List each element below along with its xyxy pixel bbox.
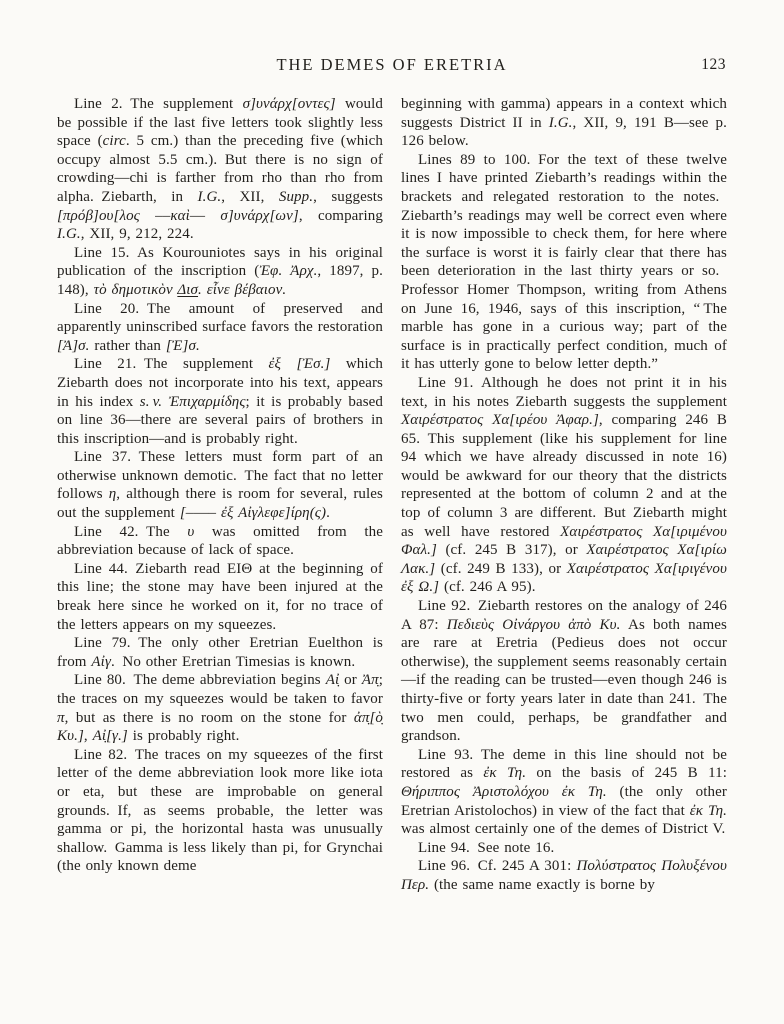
paragraph: Line 2. The supplement σ]υνάρχ[οντες] would be possible if the last five letters took slightly less space (circ. 5 cm.) than the preceding five (which occupy almost 5.5 cm.). But there is no sign of crowding—chi is farther from rho than rho from alpha. Ziebarth, in I.G., XII, Supp., suggests [πρόβ]ου[λος ––καὶ–– σ]υνάρχ[ων], comparing I.G., XII, 9, 212, 224. [57, 96, 383, 243]
paragraph: Lines 89 to 100. For the text of these twelve lines I have printed Ziebarth’s readings within the brackets and relegated restoration to the notes. Ziebarth’s readings may well be correct even where it is now impossible to check them, for here where the surface is worst it is fairly clear that there has been deterioration in the last thirty years or so. Professor Homer Thompson, writing from Athens on June 16, 1946, says of this inscription, “ The marble has gone in a curious way; part of the surface is in practically perfect condition, much of it has utterly gone to below letter depth.” [401, 151, 727, 373]
paragraph: Line 96. Cf. 245 A 301: Πολύστρατος Πολυξένου Περ. (the same name exactly is borne by [401, 858, 727, 893]
paragraph: Line 44. Ziebarth read ΕΙΘ at the beginning of this line; the stone may have been injured at the break here since he worked on it, for no trace of the letters appears on my squeezes. [57, 560, 383, 633]
paragraph: Line 93. The deme in this line should not be restored as ἐκ Τη. on the basis of 245 B 11: Θήριππος Ἀριστολόχου ἐκ Τη. (the only other Eretrian Aristolochos) in view of the fact that ἐκ Τη. was almost certainly one of the demes of District V. [401, 746, 727, 838]
paragraph: Line 20. The amount of preserved and apparently uninscribed surface favors the restoration [Ἀ]σ. rather than [Ἐ]σ. [57, 300, 383, 354]
text-columns [57, 95, 727, 895]
paragraph: Line 37. These letters must form part of an otherwise unknown demotic. The fact that no letter follows η, although there is room for several, rules out the supplement [–––– ἐξ Αἰγλεφε]ίρη(ς). [57, 449, 383, 522]
paragraph: beginning with gamma) appears in a context which suggests District II in I.G., XII, 9, 191 B—see p. 126 below. [401, 96, 727, 150]
running-head [57, 55, 727, 75]
paragraph: Line 80. The deme abbreviation begins Αἰ̣ or Ἀπ̣; the traces on my squeezes would be taken to favor π, but as there is no room on the stone for ἀπ̣[ὸ̣ Κυ.], Αἰ̣[γ.] is probably right. [57, 672, 383, 745]
paragraph: Line 91. Although he does not print it in his text, in his notes Ziebarth suggests the supplement Χαιρέστρατος Χα[ιρέου Ἀφαρ.], comparing 246 B 65. This supplement (like his supplement for line 94 which we have already discussed in note 16) would be awkward for our theory that the districts represented at the bottom of column 2 and at the top of column 3 are different. But Ziebarth might as well have restored Χαιρέστρατος Χα[ιριμένου Φαλ.] (cf. 245 B 317), or Χαιρέστρατος Χα[ιρίω Λακ.] (cf. 249 B 133), or Χαιρέστρατος Χα[ιριγένου ἐξ Ω.] (cf. 246 A 95). [401, 374, 727, 596]
paragraph: Line 94. See note 16. [418, 839, 555, 856]
paragraph: Line 92. Ziebarth restores on the analogy of 246 A 87: Πεδιεὺς Οἰνάργου ἀπὸ Κυ. As both names are rare at Eretria (Pedieus does not occur otherwise), the supplement seems reasonably certain—if the reading can be trusted—even though 246 is thirty-five or forty years later in date than 241. The two men could, perhaps, be grandfather and grandson. [401, 598, 727, 745]
paragraph: Line 42. The υ was omitted from the abbreviation because of lack of space. [57, 523, 383, 559]
paragraph: Line 79. The only other Eretrian Euelthon is from Αἰγ. No other Eretrian Timesias is known. [57, 635, 383, 670]
right-column [401, 95, 727, 895]
paragraph: Line 15. As Kourouniotes says in his original publication of the inscription (Ἐφ. Ἀρχ., 1897, p. 148), τὸ δημοτικὸν Δισ. εἶνε βέβαιον. [57, 244, 383, 298]
paragraph: Line 21. The supplement ἐξ [Ἐσ.] which Ziebarth does not incorporate into his text, appears in his index s. v. Ἐπιχαρμίδης; it is probably based on line 36—there are several pairs of brothers in this inscription—and is probably right. [57, 356, 384, 447]
paragraph: Line 82. The traces on my squeezes of the first letter of the deme abbreviation look more like iota or eta, but these are improbable on general grounds. If, as seems probable, the letter was gamma or pi, the horizontal hasta was unusually shallow. Gamma is less likely than pi, for Grynchai (the only known deme [57, 746, 383, 875]
page-number: 123 [701, 56, 726, 73]
page-title: THE DEMES OF ERETRIA [276, 55, 508, 74]
left-column [57, 95, 383, 895]
